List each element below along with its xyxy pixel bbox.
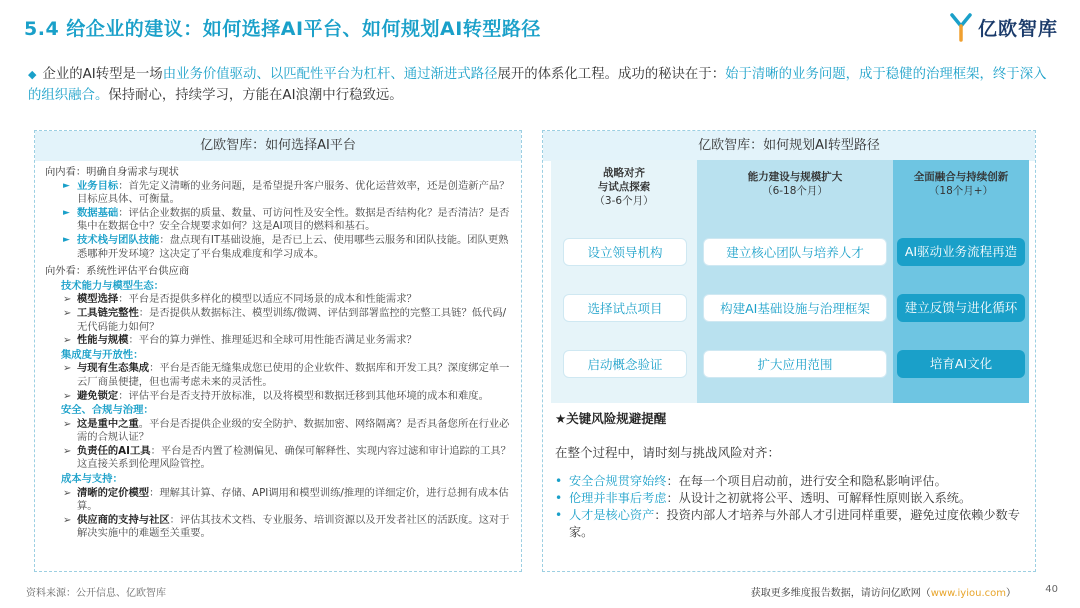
group-title: 安全、合规与治理： [61, 404, 154, 417]
list-item: ➢ 负责任的AI工具：平台是否内置了检测偏见、确保可解释性、实现内容过滤和审计追踪的工具？这直接关系到伦理风险管控。 [63, 444, 511, 471]
panel-heading: 亿欧智库：如何规划AI转型路径 [543, 131, 1035, 161]
list-item: ➢ 与现有生态集成：平台是否能无缝集成您已使用的企业软件、数据库和开发工具？深度绑定单一云厂商虽便捷，但也需考虑未来的灵活性。 [63, 362, 510, 388]
list-item: ➢ 性能与规模：平台的算力弹性、推理延迟和全球可用性能否满足业务需求？ [63, 334, 417, 347]
phase-step: 选择试点项目 [563, 294, 687, 322]
phase-step: 培育AI文化 [897, 350, 1025, 378]
logo-mark-icon [950, 12, 972, 42]
group-title: 技术能力与模型生态： [61, 279, 164, 292]
website-link[interactable]: www.iyiou.com [930, 588, 1006, 599]
group-title: 集成度与开放性： [61, 348, 144, 361]
risk-list [555, 473, 1025, 541]
phase-step: 建立反馈与进化循环 [897, 294, 1025, 322]
list-item: • 安全合规贯穿始终：在每一个项目启动前，进行安全和隐私影响评估。 [555, 474, 947, 488]
list-item: ➢ 清晰的定价模型：理解其计算、存储、API调用和模型训练/推理的详细定价，进行总拥有成本估算。 [63, 486, 509, 513]
panel-heading: 亿欧智库：如何选择AI平台 [35, 131, 521, 161]
intro-paragraph: ◆ 企业的AI转型是一场由业务价值驱动、以匹配性平台为杠杆、通过渐进式路径展开的体系化工程。成功的秘诀在于：始于清晰的业务问题，成于稳健的治理框架，终于深入的组织融合。保持耐心，持续学习，方能在AI浪潮中行稳致远。 [28, 67, 1047, 103]
chevron-right-icon: ➢ [63, 514, 72, 526]
list-item: ► 业务目标：首先定义清晰的业务问题，是希望提升客户服务、优化运营效率，还是创造新产品？目标应具体、可衡量。 [63, 179, 510, 206]
chevron-right-icon: ➢ [63, 445, 72, 457]
triangle-bullet-icon: ► [63, 207, 70, 218]
source-note: 资料来源：公开信息、亿欧智库 [26, 588, 166, 599]
transformation-path-panel [542, 130, 1036, 572]
chevron-right-icon: ➢ [63, 487, 72, 499]
chevron-right-icon: ➢ [63, 418, 72, 430]
risk-title: ★关键风险规避提醒 [555, 411, 667, 426]
chevron-right-icon: ➢ [63, 363, 72, 375]
list-item: • 伦理并非事后考虑：从设计之初就将公平、透明、可解释性原则嵌入系统。 [555, 491, 972, 505]
chevron-right-icon: ➢ [63, 390, 72, 402]
phase-step: 设立领导机构 [563, 238, 687, 266]
chevron-right-icon: ➢ [63, 294, 72, 306]
page-title: 5.4 给企业的建议：如何选择AI平台、如何规划AI转型路径 [24, 18, 541, 40]
page-number: 40 [1045, 584, 1058, 595]
list-item: ➢ 工具链完整性：是否提供从数据标注、模型训练/微调、评估到部署监控的完整工具链？低代码/无代码能力如何？ [63, 306, 507, 333]
outward-title: 向外看：系统性评估平台供应商 [45, 265, 190, 278]
phase-title: 能力建设与规模扩大 （6-18个月） [747, 171, 843, 197]
phase-title: 战略对齐 与试点探索 （3-6个月） [594, 167, 654, 207]
phase-step: 建立核心团队与培养人才 [703, 238, 887, 266]
chevron-right-icon: ➢ [63, 307, 72, 319]
bullet-dot-icon: • [555, 508, 563, 522]
group-title: 成本与支持： [61, 473, 123, 486]
panel-body [45, 165, 513, 541]
list-item: ► 数据基础：评估企业数据的质量、数量、可访问性及安全性。数据是否结构化？是否清洁？是否集中在数据仓中？安全合规要求如何？这是AI项目的燃料和基石。 [63, 206, 510, 233]
risk-reminder-box [551, 403, 1029, 567]
chevron-right-icon: ➢ [63, 335, 72, 347]
list-item: ➢ 模型选择：平台是否提供多样化的模型以适应不同场景的成本和性能需求？ [63, 293, 417, 306]
platform-selection-panel [34, 130, 522, 572]
inward-title: 向内看：明确自身需求与现状 [45, 166, 179, 178]
phase-step: 启动概念验证 [563, 350, 687, 378]
list-item: ➢ 避免锁定：评估平台是否支持开放标准，以及将模型和数据迁移到其他环境的成本和难度。 [63, 389, 489, 402]
phase-step: 扩大应用范围 [703, 350, 887, 378]
logo-text: 亿欧智库 [977, 17, 1058, 40]
bullet-dot-icon: • [555, 474, 563, 488]
bullet-dot-icon: • [555, 491, 563, 505]
phase-title: 全面融合与持续创新 （18个月+） [913, 171, 1009, 197]
phase-step: 构建AI基础设施与治理框架 [703, 294, 887, 322]
phase-step: AI驱动业务流程再造 [897, 238, 1025, 266]
diamond-bullet-icon: ◆ [28, 68, 37, 81]
more-reports-note: 获取更多维度报告数据，请访问亿欧网（www.iyiou.com） [750, 588, 1016, 599]
risk-intro: 在整个过程中，请时刻与挑战风险对齐： [555, 445, 781, 460]
list-item: ➢ 这是重中之重。平台是否提供企业级的安全防护、数据加密、网络隔离？是否具备您所在行业必需的合规认证？ [63, 417, 510, 444]
triangle-bullet-icon: ► [63, 234, 70, 245]
list-item: • 人才是核心资产：投资内部人才培养与外部人才引进同样重要，避免过度依赖少数专家。 [555, 508, 1020, 539]
triangle-bullet-icon: ► [63, 180, 70, 191]
list-item: ► 技术栈与团队技能：盘点现有IT基础设施，是否已上云、使用哪些云服务和团队技能。团队更熟悉哪种开发环境？这决定了平台集成难度和学习成本。 [63, 233, 509, 260]
brand-logo [950, 12, 1058, 42]
list-item: ➢ 供应商的支持与社区：评估其技术文档、专业服务、培训资源以及开发者社区的活跃度。这对于解决实施中的难题至关重要。 [63, 513, 510, 540]
